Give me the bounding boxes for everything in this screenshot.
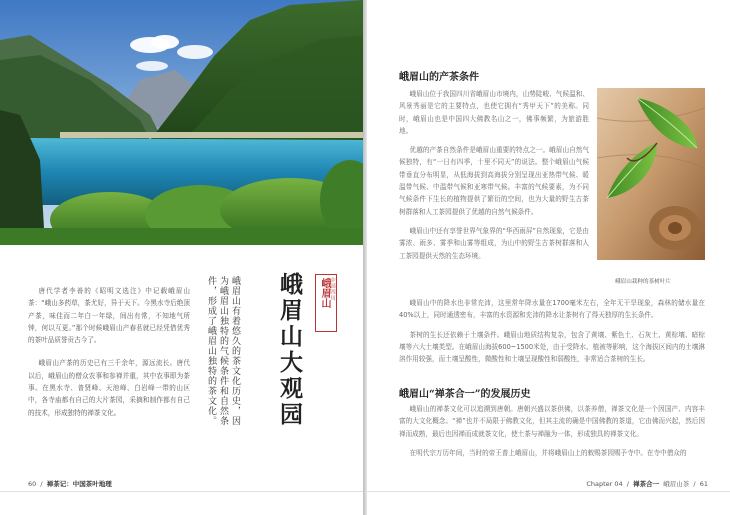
chapter-label: Chapter 04 bbox=[586, 480, 623, 488]
chapter-title-footer: 禅茶合一 bbox=[633, 480, 660, 488]
red-seal bbox=[315, 274, 337, 332]
footer-rule bbox=[0, 491, 363, 492]
left-body-text bbox=[28, 285, 190, 430]
body-paragraph: 峨眉山的禅茶文化可以追溯到唐朝。唐朝兴盛以茶供佛，以茶养僧，禅茶文化是一个因国产、内容丰富的大文化概念。“禅”也并不局限于佛教文化，但其主流的确是中国佛教的茶道，它由佛而兴起，然后因禅而成熟，最后也因禅而成就茶文化，使土茶与禅融为一体，形成独具的禅茶文化。 bbox=[399, 405, 705, 438]
photo-caption: 峨眉山栽种的茶树叶片 bbox=[615, 279, 671, 285]
page-number: 61 bbox=[699, 480, 708, 488]
left-page bbox=[0, 0, 363, 515]
left-paragraph: 唐代学者李善的《昭明文选注》中记载峨眉山茶：“峨山多药草，茶尤好，异于天下。今黑水寺后绝顶产茶，味佳而二年白一年绿，间出有常，不知地气所钟，何以互更。”那个时候峨眉山产春茗就已经凭借优秀的茶叶品质誉贡古今了。 bbox=[28, 287, 190, 345]
body-paragraph: 峨眉山中还有享誉世界气象界的“华西雨屏”自然现象，它是由雾浓、雨多、雾季和山雾等组成，为山中的野生古茶树群落和人工茶园提供天然的生态环境。 bbox=[399, 226, 589, 260]
book-title: 中国茶叶地理 bbox=[72, 480, 112, 488]
section-heading: 峨眉山“禅茶合一”的发展历史 bbox=[399, 389, 531, 400]
body-paragraph: 峨眉山中的降水也非常充沛，这里常年降水量在1700毫米左右，全年无干旱现象，森林的储水量在40%以上，同时通透密布，丰富的水资源和充沛的降水让茶树有了得天独厚的生长条件。 bbox=[399, 299, 705, 320]
lake-landscape-photo bbox=[0, 0, 363, 245]
seal-small-text: 中国四川 bbox=[329, 277, 335, 301]
section2-body bbox=[399, 403, 705, 466]
book-label: 禅茶记： bbox=[46, 480, 73, 488]
left-paragraph: 峨眉山产茶的历史已有三千余年，源远流长。唐代以后，峨眉山的僧众农事和参禅并重，其中农事即为茶事。在黑水寺、普贤峰、天池峰、白岩峰一带的山区中，各寺庙都有自己的大片茶园，采摘和制作都有自己的技术，形成独特的禅茶文化。 bbox=[28, 359, 190, 417]
full-width-body bbox=[399, 297, 705, 372]
right-footer: Chapter 04 / 禅茶合一 峨眉山茶 / 61 bbox=[586, 480, 708, 488]
body-paragraph: 茶树的生长还依赖于土壤条件。峨眉山地质结构复杂，包含了黄壤、紫色土、石灰土、黄棕壤、暗棕壤等六大土壤类型。在峨眉山海拔600~1500米处，由于受降水、植被等影响，这个海拔区间内的土壤淋溶作用较强，而土壤呈酸性，微酸性和土壤呈现酸性和弱酸性，非常适合茶树的生长。 bbox=[399, 330, 705, 364]
body-paragraph: 优越的产茶自然条件是峨眉山重要的特点之一。峨眉山自然气候独特，有“一日有四季，十里不同天”的说法。整个峨眉山气候带垂直分布明显，从低海拔到高海拔分别呈现出亚热带气候、暖温带气候、中温带气候和亚寒带气候。丰富的气候要素，为不同气候条件下生长的植物提供了繁衍的空间，也为大量的野生古茶树群落和人工茶园提供了优越的自然气候条件。 bbox=[399, 146, 589, 216]
section-footer: 峨眉山茶 bbox=[663, 480, 690, 488]
body-paragraph: 在明代宗万历年间，当时的帝王普上峨眉山，并将峨眉山上的敕赐茶园赐予寺中。在寺中僧众的 bbox=[409, 448, 687, 457]
seal-big-text: 峨眉山 bbox=[319, 278, 330, 308]
page-number: 60 bbox=[28, 480, 37, 488]
right-page bbox=[367, 0, 730, 515]
section-heading: 峨眉山的产茶条件 bbox=[399, 72, 479, 83]
tea-leaf-photo bbox=[597, 88, 705, 260]
body-paragraph: 峨眉山位于我国四川省峨眉山市境内，山势陡峻、气候温和、风景秀丽是它的主要特点，也使它拥有“秀甲天下”的美称。同时，峨眉山也是中国四大佛教名山之一，佛事频繁，为旅游胜地。 bbox=[399, 90, 589, 135]
vertical-intro-text: 峨眉山有着悠久的茶文化历史，因为峨眉山独特的气候条件和自然条件，形成了峨眉山独特的茶文化。 bbox=[206, 276, 240, 426]
footer-rule bbox=[367, 491, 730, 492]
section1-body bbox=[399, 88, 589, 269]
left-footer: 60 / 禅茶记：中国茶叶地理 bbox=[28, 480, 112, 488]
vertical-title-block bbox=[205, 262, 355, 437]
chapter-title: 峨眉山大观园 bbox=[276, 272, 303, 428]
